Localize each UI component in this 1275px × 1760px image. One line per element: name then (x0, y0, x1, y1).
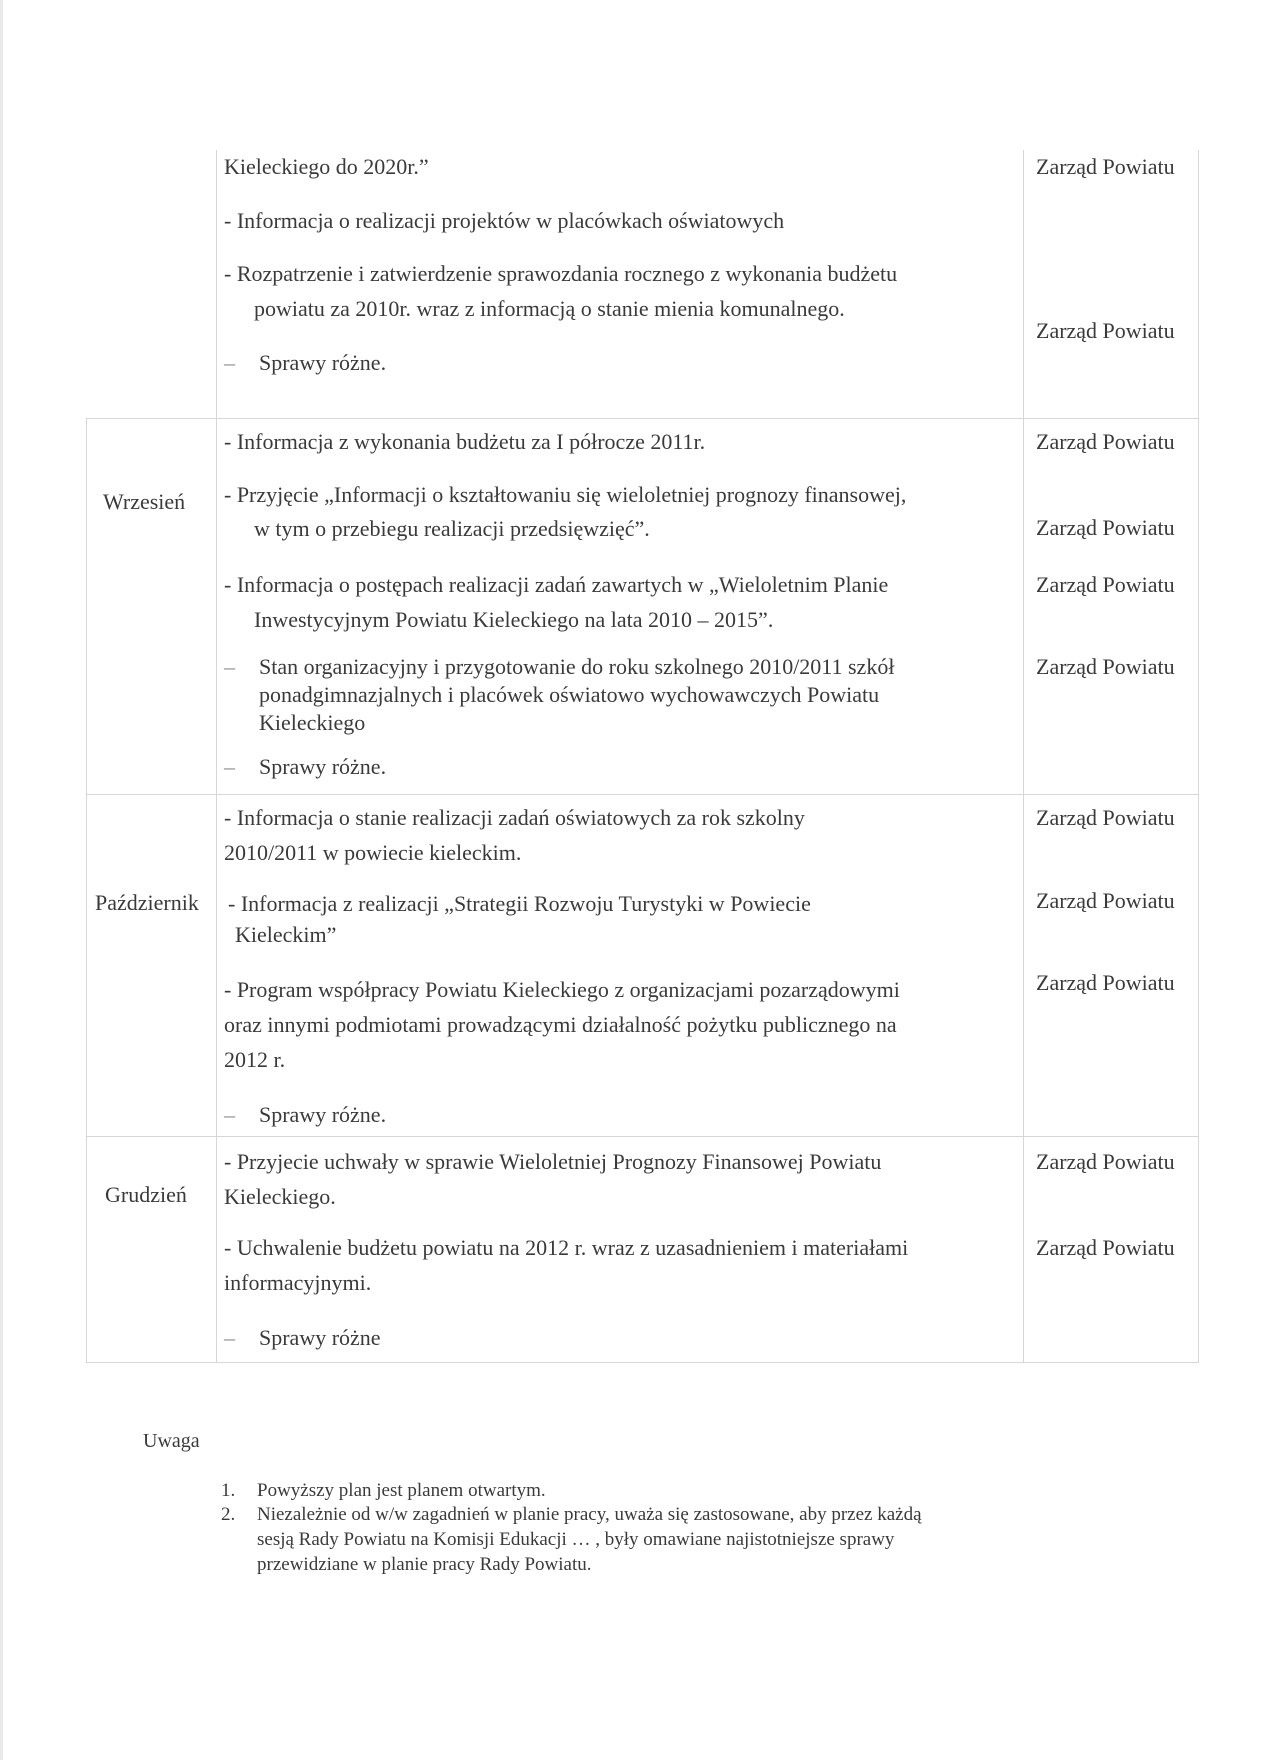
month-label: Wrzesień (103, 489, 186, 514)
agenda-item: - Informacja z wykonania budżetu za I półrocze 2011r. (224, 429, 706, 454)
list-dash: – (224, 350, 235, 375)
agenda-item-line: - Informacja o postępach realizacji zadań zawartych w „Wieloletnim Planie (224, 572, 889, 597)
responsible-body: Zarząd Powiatu (1036, 970, 1175, 995)
agenda-item-line: - Uchwalenie budżetu powiatu na 2012 r. wraz z uzasadnieniem i materiałami (224, 1235, 909, 1260)
row-divider-september (86, 418, 1198, 419)
month-label: Grudzień (105, 1182, 187, 1207)
table-border-bottom (86, 1362, 1198, 1363)
row-divider-october (86, 794, 1198, 795)
agenda-item-line: w tym o przebiegu realizacji przedsięwzięć”. (254, 516, 650, 541)
agenda-item-line: - Przyjecie uchwały w sprawie Wieloletniej Prognozy Finansowej Powiatu (224, 1149, 882, 1174)
agenda-item-line: Kieleckim” (235, 922, 337, 947)
agenda-item-line: powiatu za 2010r. wraz z informacją o stanie mienia komunalnego. (254, 296, 845, 321)
notes-title: Uwaga (143, 1430, 200, 1452)
agenda-item-line: ponadgimnazjalnych i placówek oświatowo wychowawczych Powiatu (259, 682, 880, 707)
month-label: Październik (95, 890, 199, 915)
agenda-item-line: - Przyjęcie „Informacji o kształtowaniu się wieloletniej prognozy finansowej, (224, 482, 907, 507)
responsible-body: Zarząd Powiatu (1036, 805, 1175, 830)
responsible-body: Zarząd Powiatu (1036, 654, 1175, 679)
agenda-item-line: Kieleckiego (259, 710, 366, 735)
agenda-item-line: informacyjnymi. (224, 1270, 372, 1295)
list-dash: – (224, 654, 235, 679)
list-dash: – (224, 1325, 235, 1350)
agenda-item-line: - Informacja z realizacji „Strategii Rozwoju Turystyki w Powiecie (228, 891, 811, 916)
note-number: 1. (221, 1480, 236, 1501)
responsible-body: Zarząd Powiatu (1036, 888, 1175, 913)
list-dash: – (224, 754, 235, 779)
list-dash: – (224, 1102, 235, 1127)
agenda-item-line: - Program współpracy Powiatu Kieleckiego z organizacjami pozarządowymi (224, 977, 900, 1002)
agenda-item-line: Stan organizacyjny i przygotowanie do roku szkolnego 2010/2011 szkół (259, 654, 895, 679)
agenda-item-line: - Rozpatrzenie i zatwierdzenie sprawozdania rocznego z wykonania budżetu (224, 261, 898, 286)
column-divider-responsible (1023, 150, 1024, 1363)
agenda-item: Sprawy różne. (259, 754, 387, 779)
scan-edge (0, 0, 3, 1760)
note-text: sesją Rady Powiatu na Komisji Edukacji … , były omawiane najistotniejsze sprawy (257, 1529, 895, 1550)
agenda-item-line: - Informacja o stanie realizacji zadań oświatowych za rok szkolny (224, 805, 805, 830)
note-text: przewidziane w planie pracy Rady Powiatu. (257, 1554, 592, 1575)
agenda-item-line: Kieleckiego. (224, 1184, 336, 1209)
responsible-body: Zarząd Powiatu (1036, 429, 1175, 454)
table-border-left (86, 418, 87, 1363)
agenda-item-line: oraz innymi podmiotami prowadzącymi działalność pożytku publicznego na (224, 1012, 897, 1037)
responsible-body: Zarząd Powiatu (1036, 1235, 1175, 1260)
note-text: Niezależnie od w/w zagadnień w planie pracy, uważa się zastosowane, aby przez każdą (257, 1504, 922, 1525)
agenda-item: Sprawy różne. (259, 350, 387, 375)
agenda-item-line: 2010/2011 w powiecie kieleckim. (224, 840, 522, 865)
responsible-body: Zarząd Powiatu (1036, 572, 1175, 597)
responsible-body: Zarząd Powiatu (1036, 515, 1175, 540)
column-divider-month (216, 150, 217, 1363)
agenda-item: Kieleckiego do 2020r.” (224, 154, 429, 179)
agenda-item: Sprawy różne. (259, 1102, 387, 1127)
responsible-body: Zarząd Powiatu (1036, 154, 1175, 179)
agenda-item-line: Inwestycyjnym Powiatu Kieleckiego na lata 2010 – 2015”. (254, 607, 774, 632)
agenda-item: - Informacja o realizacji projektów w placówkach oświatowych (224, 208, 785, 233)
table-border-right (1198, 150, 1199, 1363)
agenda-item: Sprawy różne (259, 1325, 381, 1350)
note-text: Powyższy plan jest planem otwartym. (257, 1480, 546, 1501)
responsible-body: Zarząd Powiatu (1036, 1149, 1175, 1174)
note-number: 2. (221, 1504, 236, 1525)
row-divider-december (86, 1136, 1198, 1137)
responsible-body: Zarząd Powiatu (1036, 318, 1175, 343)
agenda-item-line: 2012 r. (224, 1047, 286, 1072)
